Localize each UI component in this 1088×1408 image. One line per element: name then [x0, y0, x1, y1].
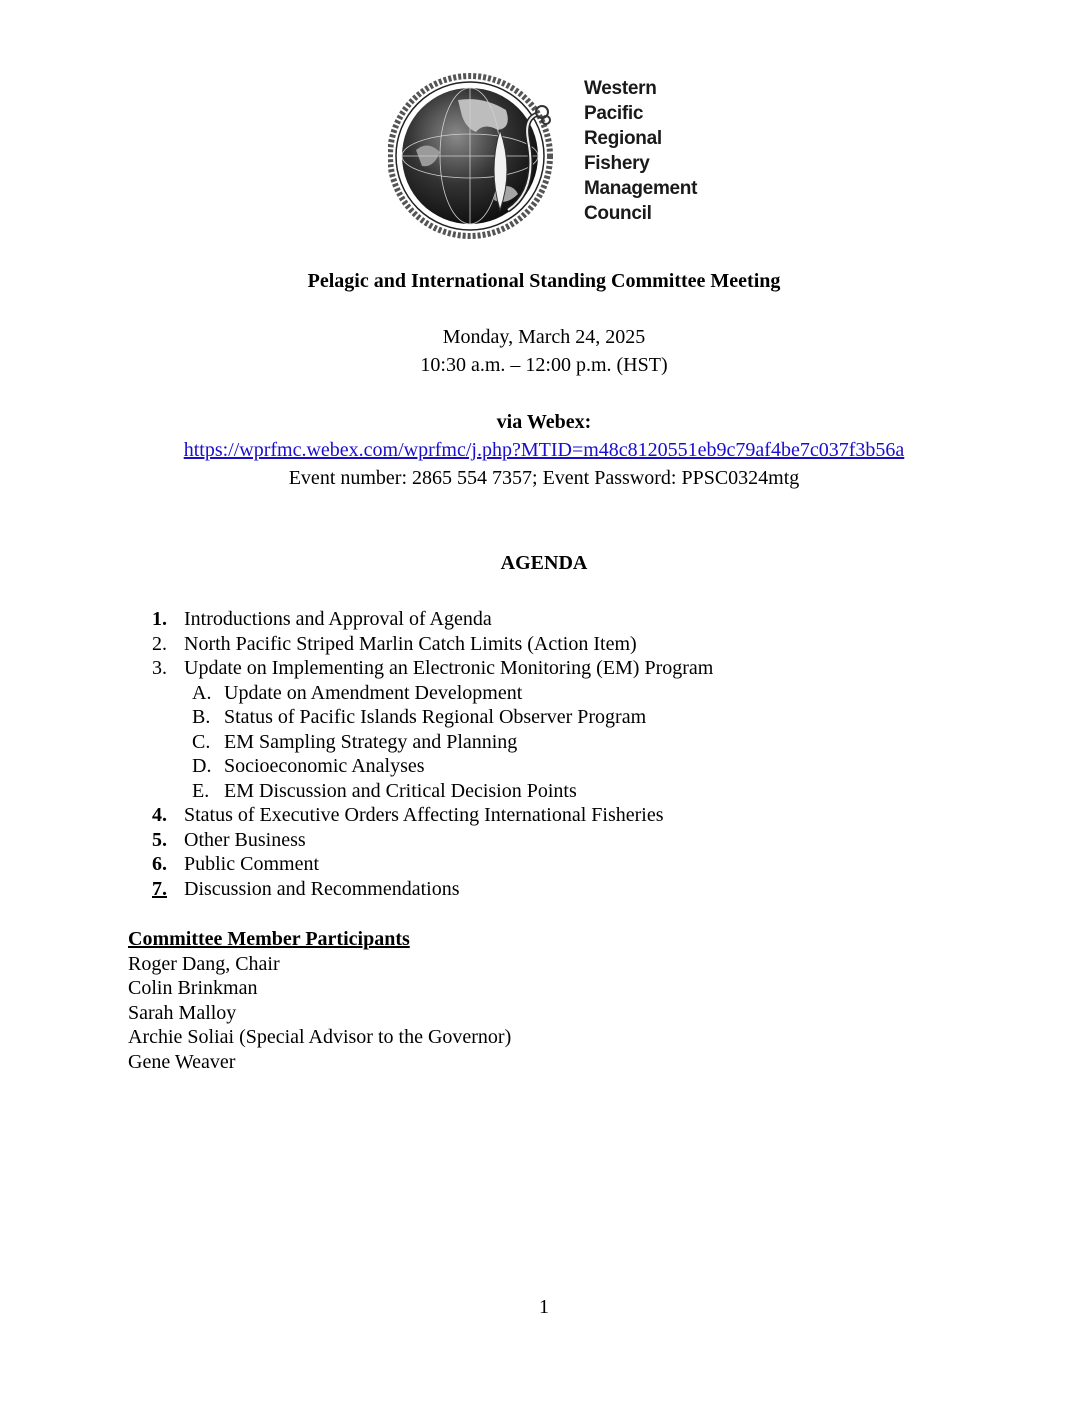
org-name-line: Council [584, 203, 652, 224]
org-name-line: Fishery [584, 153, 650, 174]
via-label: via Webex: [496, 411, 592, 433]
meeting-time: 10:30 a.m. – 12:00 p.m. (HST) [420, 354, 668, 376]
agenda-item-text: North Pacific Striped Marlin Catch Limits (Action Item) [184, 632, 637, 655]
agenda-item-number: 2. [152, 632, 167, 655]
agenda-item-text: Status of Executive Orders Affecting International Fisheries [184, 804, 664, 826]
webex-link-container [0, 439, 1088, 462]
meeting-date: Monday, March 24, 2025 [442, 326, 646, 348]
participants-section [128, 927, 511, 1074]
council-logo [388, 70, 708, 242]
agenda-item-text: Update on Implementing an Electronic Monitoring (EM) Program [184, 657, 714, 679]
meeting-title: Pelagic and International Standing Committee Meeting [307, 270, 781, 292]
participant-name: Roger Dang, Chair [128, 952, 280, 975]
agenda-item-number: 6. [152, 853, 167, 875]
agenda-subitem-letter: B. [192, 706, 211, 728]
agenda-item-number: 4. [152, 804, 167, 826]
globe-with-sail-and-rope-border-icon [388, 70, 558, 242]
agenda-item-text: Public Comment [184, 853, 319, 875]
org-name-line: Pacific [584, 103, 644, 124]
event-info: Event number: 2865 554 7357; Event Password: PPSC0324mtg [288, 467, 800, 489]
agenda-subitem-letter: D. [192, 755, 212, 777]
agenda-subitem-text: Update on Amendment Development [224, 681, 523, 704]
agenda-subitem-text: Status of Pacific Islands Regional Observer Program [224, 706, 647, 728]
agenda-subitem-letter: E. [192, 779, 210, 802]
page-number: 1 [539, 1296, 549, 1318]
participants-heading: Committee Member Participants [128, 928, 410, 950]
participant-name: Archie Soliai (Special Advisor to the Governor) [128, 1026, 512, 1048]
agenda-subitem-text: EM Discussion and Critical Decision Points [224, 779, 577, 802]
agenda-item-text: Other Business [184, 828, 306, 851]
org-name-line: Regional [584, 128, 662, 149]
participant-name: Gene Weaver [128, 1050, 236, 1073]
participant-name: Sarah Malloy [128, 1001, 237, 1024]
agenda-subitem-text: EM Sampling Strategy and Planning [224, 730, 518, 753]
agenda-item-number: 3. [152, 657, 167, 679]
participant-name: Colin Brinkman [128, 977, 258, 999]
agenda-subitem-text: Socioeconomic Analyses [224, 755, 425, 777]
agenda-subitem-letter: C. [192, 730, 211, 753]
org-name-line: Western [584, 78, 657, 99]
org-name-line: Management [584, 178, 698, 199]
agenda-item-text: Introductions and Approval of Agenda [184, 608, 492, 630]
agenda-item-text: Discussion and Recommendations [184, 877, 460, 900]
webex-link[interactable]: https://wprfmc.webex.com/wprfmc/j.php?MTID=m48c8120551eb9c79af4be7c037f3b56a [183, 439, 905, 461]
agenda-heading: AGENDA [500, 552, 588, 574]
agenda-subitem-letter: A. [192, 681, 212, 704]
agenda-item-number: 1. [152, 608, 167, 630]
organization-name [584, 76, 697, 226]
agenda-item-number: 5. [152, 828, 167, 851]
agenda-item-number: 7. [152, 877, 167, 900]
